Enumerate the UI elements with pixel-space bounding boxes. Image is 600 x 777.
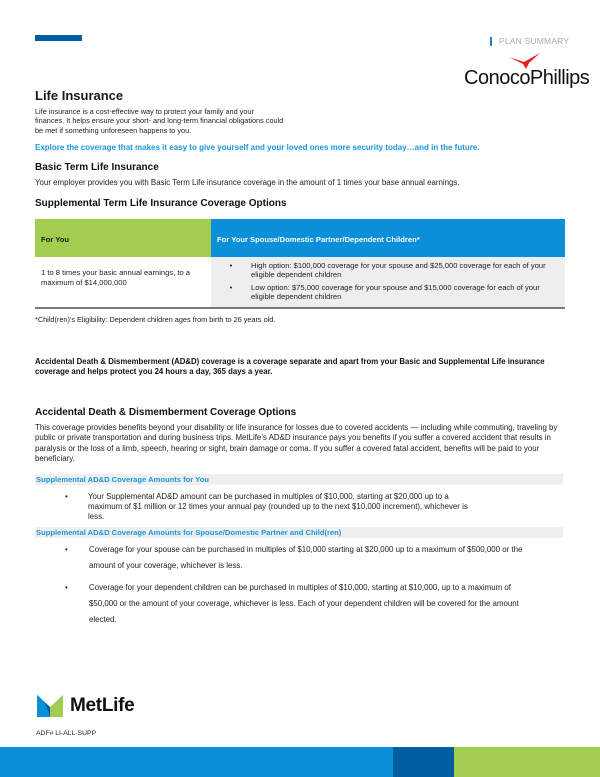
- plan-summary-text: PLAN SUMMARY: [499, 36, 570, 46]
- list-item: [65, 492, 485, 522]
- basic-term-text: Your employer provides you with Basic Term Life insurance coverage in the amount of 1 times your base annual earnings.: [35, 178, 460, 187]
- supplemental-heading: Supplemental Term Life Insurance Coverage Options: [35, 198, 287, 209]
- add-summary-note: Accidental Death & Dismemberment (AD&D) coverage is a coverage separate and apart from your Basic and Supplemental Life insurance coverage and helps protect you 24 hours a day, 365 days a year.: [35, 357, 545, 376]
- conocophillips-logo: [464, 53, 588, 91]
- divider: [490, 37, 492, 46]
- metlife-m-icon: [37, 695, 63, 717]
- bullet-icon: •: [65, 492, 68, 501]
- footer-bar-dark-blue: [393, 747, 454, 777]
- footer-bar-green: [454, 747, 600, 777]
- list-item: [65, 542, 525, 574]
- low-option-text: Low option: $75,000 coverage for your spouse and $15,000 coverage for each of your eligible dependent children: [251, 282, 540, 302]
- metlife-logo: [37, 695, 134, 717]
- add-options-heading: Accidental Death & Dismemberment Coverage Options: [35, 407, 297, 418]
- eligibility-footnote: *Child(ren)’s Eligibility: Dependent children ages from birth to 26 years old.: [35, 315, 276, 324]
- footer-bar-light-blue: [0, 747, 393, 777]
- add-description: This coverage provides benefits beyond your disability or life insurance for losses due to covered accidents — including while commuting, traveling by public or private transportation and during business trips. MetLife’s AD&D insurance pays you benefits if you suffer a covered accident that results in paralysis or the loss of a limb, speech, hearing or sight, brain damage or coma. If you suffer a covered fatal accident, benefits will be paid to your beneficiary.: [35, 423, 558, 464]
- header-for-you: For You: [35, 219, 211, 257]
- cell-for-you: 1 to 8 times your basic annual earnings, to a maximum of $14,000,000: [35, 257, 211, 307]
- plan-summary-label: [490, 36, 569, 46]
- add-you-text: Your Supplemental AD&D amount can be purchased in multiples of $10,000, starting at $20,000 up to a maximum of $1 million or 12 times your annual pay (rounded up to the next $10,000 increment), whichever is less.: [88, 492, 468, 521]
- header-for-dependents: For Your Spouse/Domestic Partner/Dependent Children*: [211, 219, 565, 257]
- bullet-icon: •: [229, 261, 233, 270]
- add-spouse-text: Coverage for your spouse can be purchased in multiples of $10,000 starting at $20,000 up to a maximum of $500,000 or the amount of your coverage, whichever is less.: [89, 545, 523, 570]
- metlife-wordmark: MetLife: [70, 695, 135, 716]
- footer-color-bar: [0, 747, 600, 777]
- list-item: [65, 580, 525, 628]
- page-title: Life Insurance: [35, 88, 124, 103]
- top-accent-bar: [35, 35, 82, 41]
- high-option-text: High option: $100,000 coverage for your spouse and $25,000 coverage for each of your eligible dependent children: [251, 261, 546, 280]
- table-header-row: [35, 219, 565, 257]
- list-item: [211, 283, 559, 302]
- cell-for-dependents: [211, 257, 565, 307]
- table-row: [35, 257, 565, 309]
- tagline: Explore the coverage that makes it easy to give yourself and your loved ones more security today…and in the future.: [35, 143, 480, 152]
- add-you-heading: Supplemental AD&D Coverage Amounts for You: [35, 474, 563, 485]
- bullet-icon: •: [65, 583, 68, 592]
- add-spouse-heading: Supplemental AD&D Coverage Amounts for Spouse/Domestic Partner and Child(ren): [35, 527, 563, 538]
- add-children-text: Coverage for your dependent children can be purchased in multiples of $10,000, starting at $10,000, up to a maximum of $50,000 or the amount of your coverage, whichever is less. Each of your dependent children will be covered for the amount elected.: [89, 583, 519, 624]
- intro-paragraph: Life insurance is a cost-effective way to protect your family and your finances. It helps ensure your short- and long-term financial obligations could be met if something unforeseen happens to you.: [35, 107, 284, 135]
- list-item: [211, 261, 559, 280]
- supplemental-coverage-table: [35, 219, 565, 309]
- bullet-icon: •: [229, 282, 233, 292]
- adf-code: ADF# LI-ALL-SUPP: [36, 730, 97, 737]
- bullet-icon: •: [65, 545, 68, 554]
- basic-term-heading: Basic Term Life Insurance: [35, 162, 159, 173]
- conocophillips-wordmark: ConocoPhillips: [464, 67, 590, 89]
